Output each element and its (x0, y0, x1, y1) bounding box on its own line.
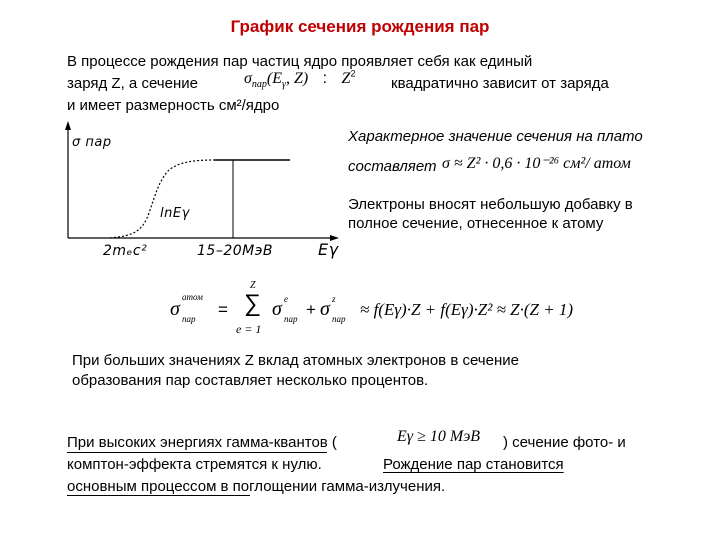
high-energy-line-1-start: При высоких энергиях гамма-квантов ( (67, 434, 337, 451)
high-energy-line-2-end: Рождение пар становится (383, 456, 564, 473)
underline-segment-top (67, 452, 327, 453)
high-energy-line-2-start: комптон-эффекта стремятся к нулю. (67, 456, 322, 473)
plateau-formula: σ ≈ Z² · 0,6 · 10⁻²⁶ см²/ атом (442, 155, 631, 172)
electrons-line-2: полное сечение, отнесенное к атому (348, 215, 604, 232)
intro-line-3: и имеет размерность см²/ядро (67, 97, 280, 114)
z-paragraph-line-2: образования пар составляет несколько процентов. (72, 372, 429, 389)
page-title: График сечения рождения пар (230, 17, 490, 36)
x-axis-label: Eγ (318, 240, 339, 259)
curve-rising (110, 160, 215, 238)
sigma-formula: $\sigma_{пар}(E_\gamma$, Z) : $Z^2$ (244, 68, 356, 91)
high-energy-line-1-end: ) сечение фото- и (503, 434, 626, 451)
tick-threshold: 2mₑc² (103, 243, 148, 259)
intro-line-1: В процессе рождения пар частиц ядро проявляет себя как единый (67, 53, 533, 70)
electrons-line-1: Электроны вносят небольшую добавку в (348, 196, 633, 213)
intro-line-2-end: квадратично зависит от заряда (391, 75, 609, 92)
y-axis-arrow (65, 121, 71, 130)
underline-segment (67, 495, 250, 496)
atom-cross-section-formula: σ атом пар = Z ∑ e = 1 σ e пар + σ z пар ≈ f(Eγ)·Z + f(Eγ)·Z² ≈ Z·(Z + 1) (170, 280, 574, 336)
plateau-line-2: составляет (348, 158, 437, 175)
energy-condition: Eγ ≥ 10 МэВ (397, 428, 481, 445)
intro-line-2-start: заряд Z, а сечение (67, 75, 198, 92)
curve-label: lnEγ (160, 206, 190, 221)
plateau-line-1: Характерное значение сечения на плато (348, 128, 643, 145)
y-axis-label: σ пар (72, 135, 112, 150)
high-energy-line-3: основным процессом в поглощении гамма-излучения. (67, 478, 446, 495)
z-paragraph-line-1: При больших значениях Z вклад атомных электронов в сечение (72, 352, 519, 369)
tick-energy: 15–20МэВ (197, 243, 273, 259)
